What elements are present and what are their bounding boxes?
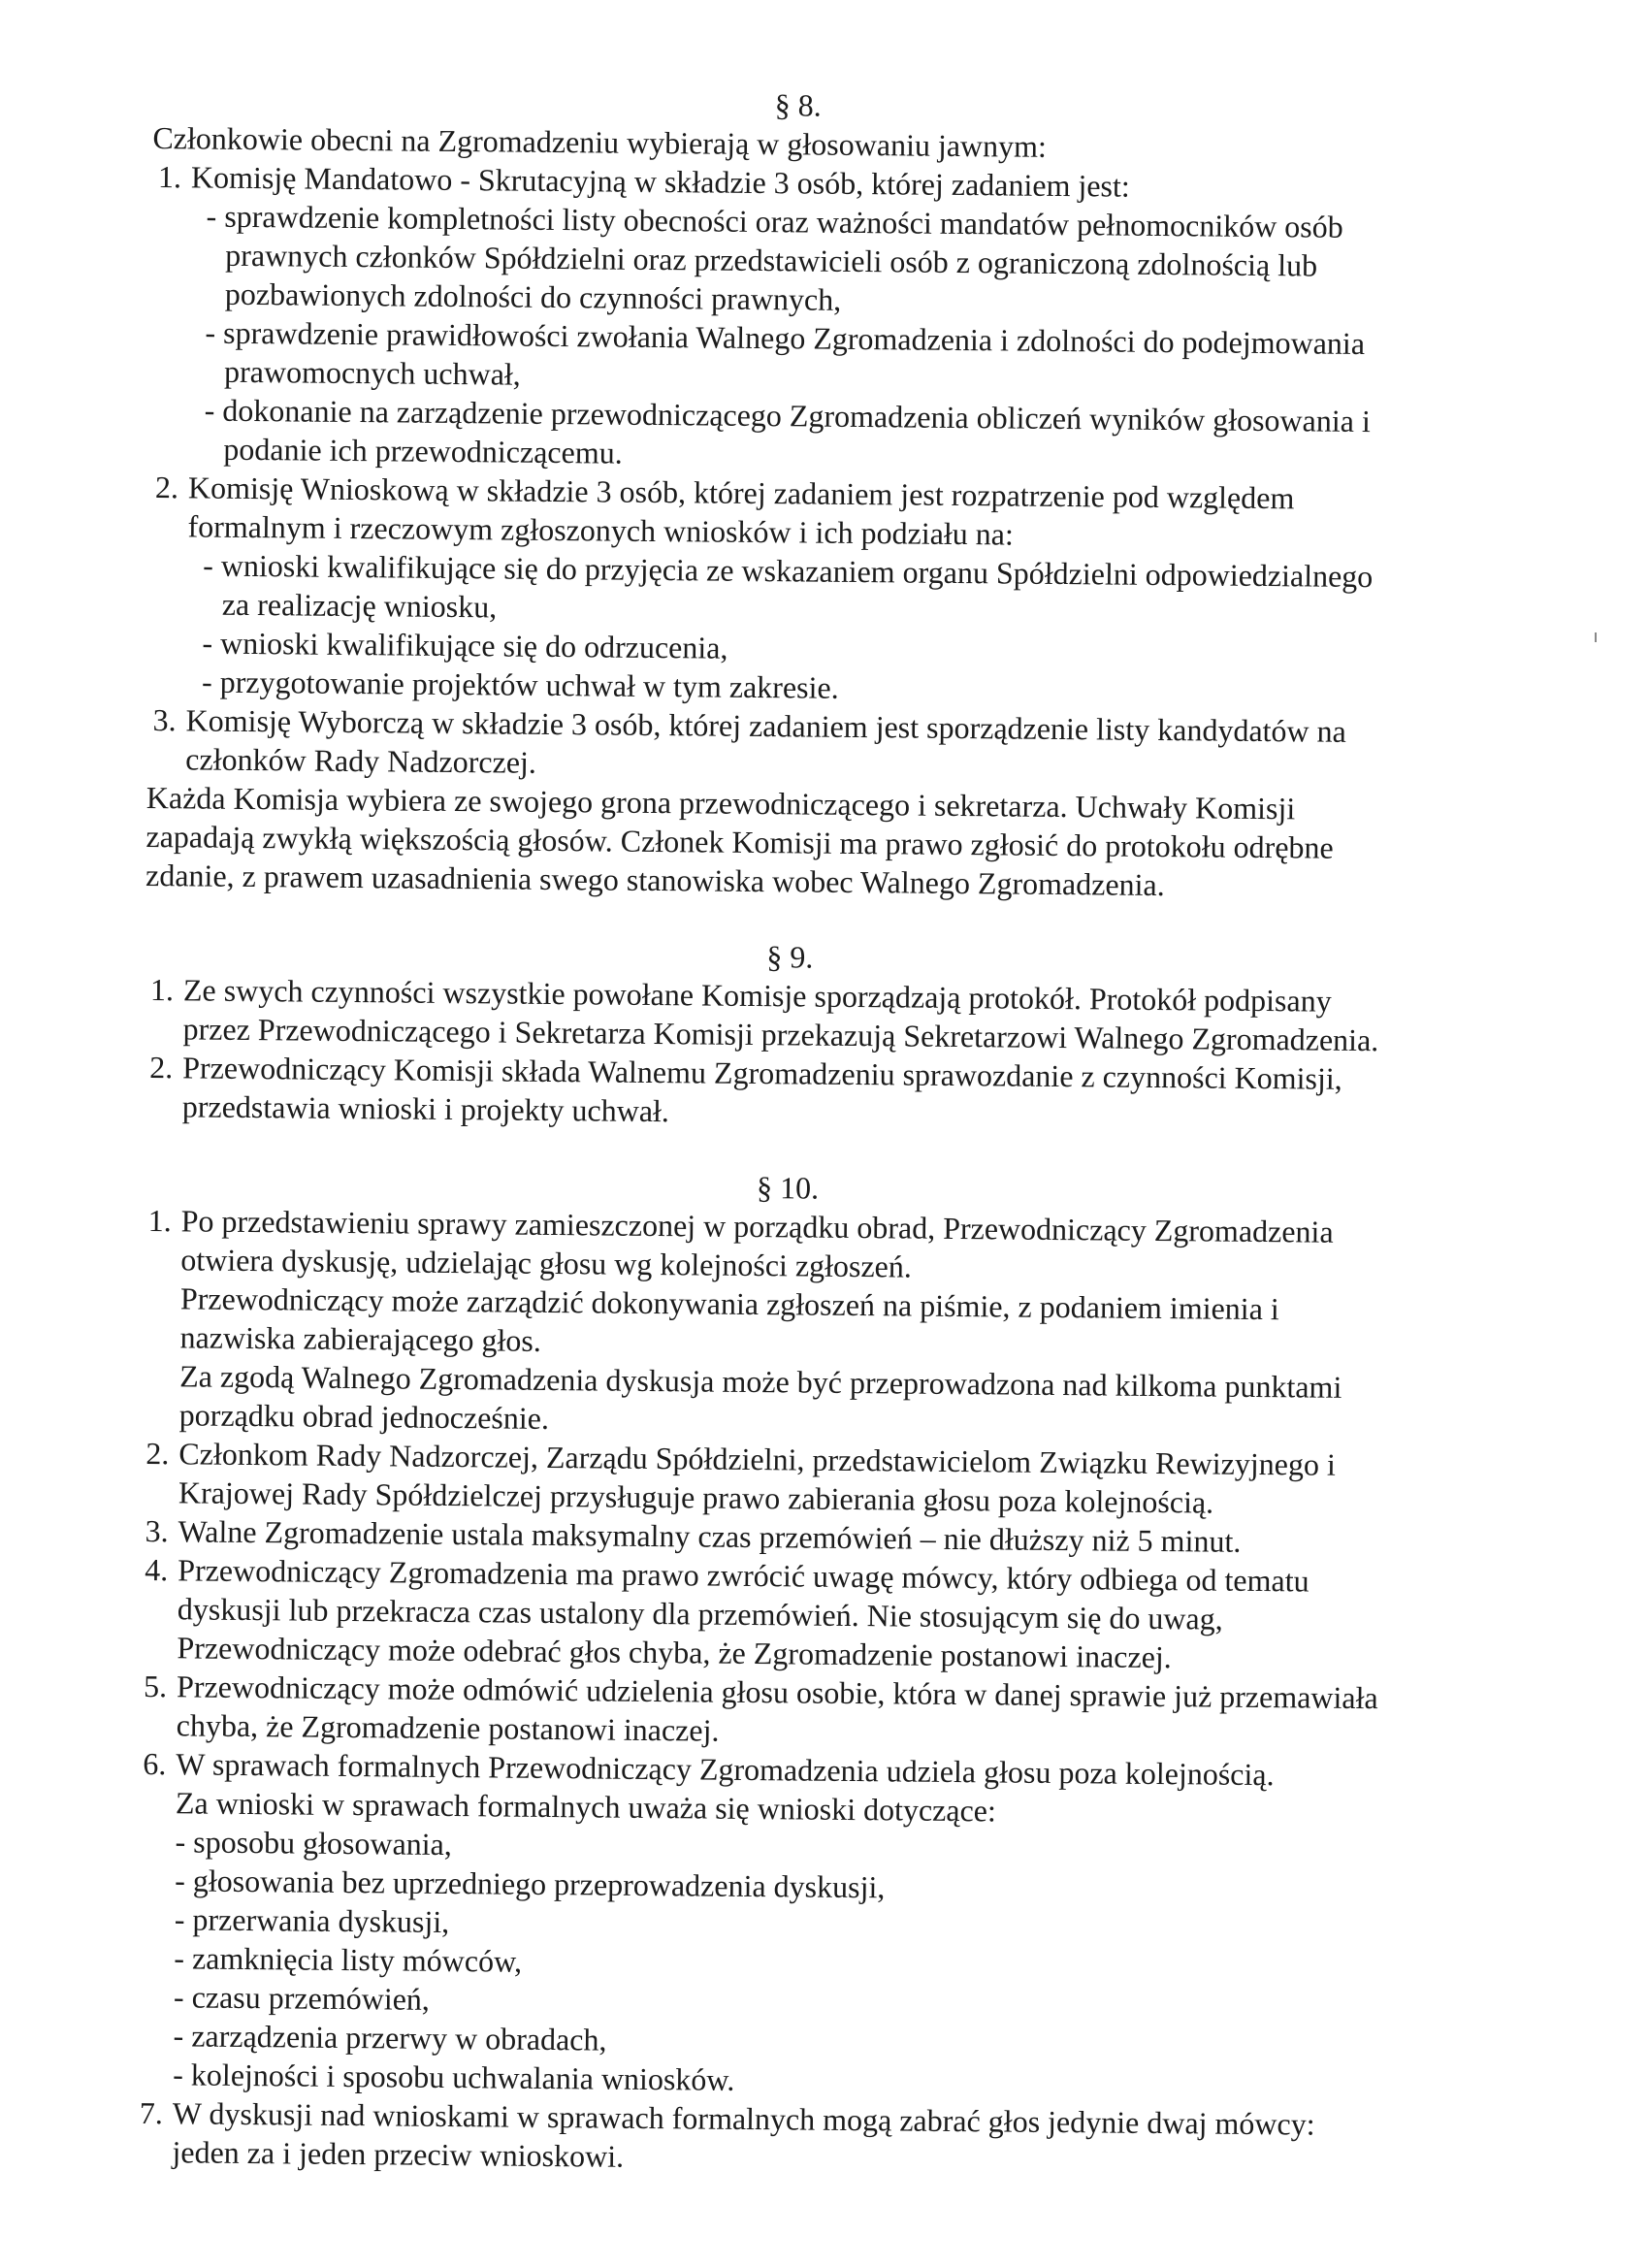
item-number: 5. [143, 1668, 168, 1704]
bullet: - sprawdzenie kompletności listy obecności oraz ważności mandatów pełnomocników osób prawnych członków Spółdzielni oraz przedstawicieli osób z ograniczoną zdolnością lub pozbawionych zdolności do czynności prawnych, [206, 198, 1343, 317]
item-number: 7. [139, 2094, 164, 2131]
bullet: - dokonanie na zarządzenie przewodniczącego Zgromadzenia obliczeń wyników głosowania i podanie ich przewodniczącemu. [204, 392, 1371, 470]
item-text: Za zgodą Walnego Zgromadzenia dyskusja może być przeprowadzona nad kilkoma punktami porządku obrad jednocześnie. [178, 1358, 1342, 1436]
bullet: - sprawdzenie prawidłowości zwołania Walnego Zgromadzenia i zdolności do podejmowania prawomocnych uchwał, [205, 314, 1366, 392]
bullet: - wnioski kwalifikujące się do przyjęcia ze wskazaniem organu Spółdzielni odpowiedzialnego za realizację wniosku, [203, 547, 1374, 625]
section-10-item-7 [133, 2093, 1385, 2183]
item-number: 2. [154, 470, 179, 505]
item-number: 2. [149, 1050, 174, 1085]
section-8-item-2 [147, 468, 1401, 712]
section-10-item-2 [140, 1434, 1392, 1523]
section-10-item-4 [138, 1550, 1390, 1678]
section-9-item-1 [144, 970, 1396, 1059]
section-10-item-6 [134, 1744, 1388, 2105]
section-10-item-1 [141, 1201, 1394, 1445]
item-text: Przewodniczący Zgromadzenia ma prawo zwrócić uwagę mówcy, który odbiega od tematu dyskusji lub przekracza czas ustalony dla przemówień. Nie stosującym się do uwag, Przewodniczący może odebrać głos chyba, że Zgromadzenie postanowi inaczej. [177, 1552, 1310, 1675]
item-text: Po przedstawieniu sprawy zamieszczonej w porządku obrad, Przewodniczący Zgromadzenia otwiera dyskusję, udzielając głosu wg kolejności zgłoszeń. [180, 1203, 1334, 1284]
scan-speck [1595, 632, 1597, 642]
section-8-intro: Członkowie obecni na Zgromadzeniu wybierają w głosowaniu jawnym: [152, 119, 1048, 164]
bullet: - przerwania dyskusji, [174, 1901, 450, 1940]
bullet: - zarządzenia przerwy w obradach, [173, 2018, 607, 2057]
bullet: - zamknięcia listy mówców, [174, 1940, 523, 1979]
item-text: Komisję Wyborczą w składzie 3 osób, której zadaniem jest sporządzenie listy kandydatów na członków Rady Nadzorczej. [185, 702, 1347, 780]
item-text: Przewodniczący Komisji składa Walnemu Zgromadzeniu sprawozdanie z czynności Komisji, przedstawia wnioski i projekty uchwał. [181, 1050, 1342, 1129]
item-text: Komisję Mandatowo - Skrutacyjną w składzie 3 osób, której zadaniem jest: [190, 159, 1130, 204]
item-number: 1. [149, 972, 175, 1008]
item-number: 3. [145, 1512, 169, 1549]
item-number: 1. [147, 1203, 172, 1239]
section-10-heading: § 10. [756, 1170, 820, 1206]
bullet: - kolejności i sposobu uchwalania wniosków. [173, 2057, 735, 2097]
section-8-closing: Każda Komisja wybiera ze swojego grona przewodniczącego i sekretarza. Uchwały Komisji zapadają zwykłą większością głosów. Członek Komisji ma prawo zgłosić do protokołu odrębne zdanie, z prawem uzasadnienia swego stanowiska wobec Walnego Zgromadzenia. [145, 779, 1334, 903]
item-number: 6. [143, 1745, 167, 1782]
bullet: - sposobu głosowania, [175, 1824, 453, 1863]
section-10-item-5 [138, 1667, 1390, 1756]
item-text: W sprawach formalnych Przewodniczący Zgromadzenia udziela głosu poza kolejnością. [176, 1746, 1275, 1793]
item-text: Przewodniczący może odmówić udzielenia głosu osobie, która w danej sprawie już przemawiała chyba, że Zgromadzenie postanowi inaczej. [176, 1669, 1378, 1748]
item-text: Komisję Wnioskową w składzie 3 osób, której zadaniem jest rozpatrzenie pod względem formalnym i rzeczowym zgłoszonych wniosków i ich podziału na: [187, 470, 1295, 552]
bullet: - głosowania bez uprzedniego przeprowadzenia dyskusji, [175, 1863, 886, 1905]
section-9-heading: § 9. [766, 939, 814, 975]
section-8-item-3 [146, 700, 1399, 790]
item-number: 1. [157, 159, 182, 195]
document-page [133, 80, 1405, 2183]
section-8-heading: § 8. [774, 87, 822, 123]
bullet: - wnioski kwalifikujące się do odrzucenia, [202, 625, 728, 665]
section-9-item-2 [144, 1048, 1396, 1137]
item-text: Ze swych czynności wszystkie powołane Komisje sporządzają protokół. Protokół podpisany przez Przewodniczącego i Sekretarza Komisji przekazują Sekretarzowi Walnego Zgromadzenia. [182, 972, 1379, 1058]
item-text: Przewodniczący może zarządzić dokonywania zgłoszeń na piśmie, z podaniem imienia i nazwiska zabierającego głos. [179, 1280, 1279, 1358]
bullet: - czasu przemówień, [173, 1979, 431, 2017]
item-text: Członkom Rady Nadzorczej, Zarządu Spółdzielni, przedstawicielom Związku Rewizyjnego i Krajowej Rady Spółdzielczej przysługuje prawo zabierania głosu poza kolejnością. [178, 1436, 1337, 1520]
item-number: 2. [146, 1435, 170, 1472]
item-text: Za wnioski w sprawach formalnych uważa się wnioski dotyczące: [175, 1785, 997, 1829]
bullet: - przygotowanie projektów uchwał w tym zakresie. [201, 664, 839, 705]
section-8-item-1 [149, 157, 1404, 479]
item-text: Walne Zgromadzenie ustala maksymalny czas przemówień – nie dłuższy niż 5 minut. [178, 1513, 1242, 1559]
item-number: 4. [145, 1551, 169, 1588]
item-number: 3. [152, 702, 177, 738]
item-text: W dyskusji nad wnioskami w sprawach formalnych mogą zabrać głos jedynie dwaj mówcy: jeden za i jeden przeciw wnioskowi. [172, 2095, 1315, 2174]
